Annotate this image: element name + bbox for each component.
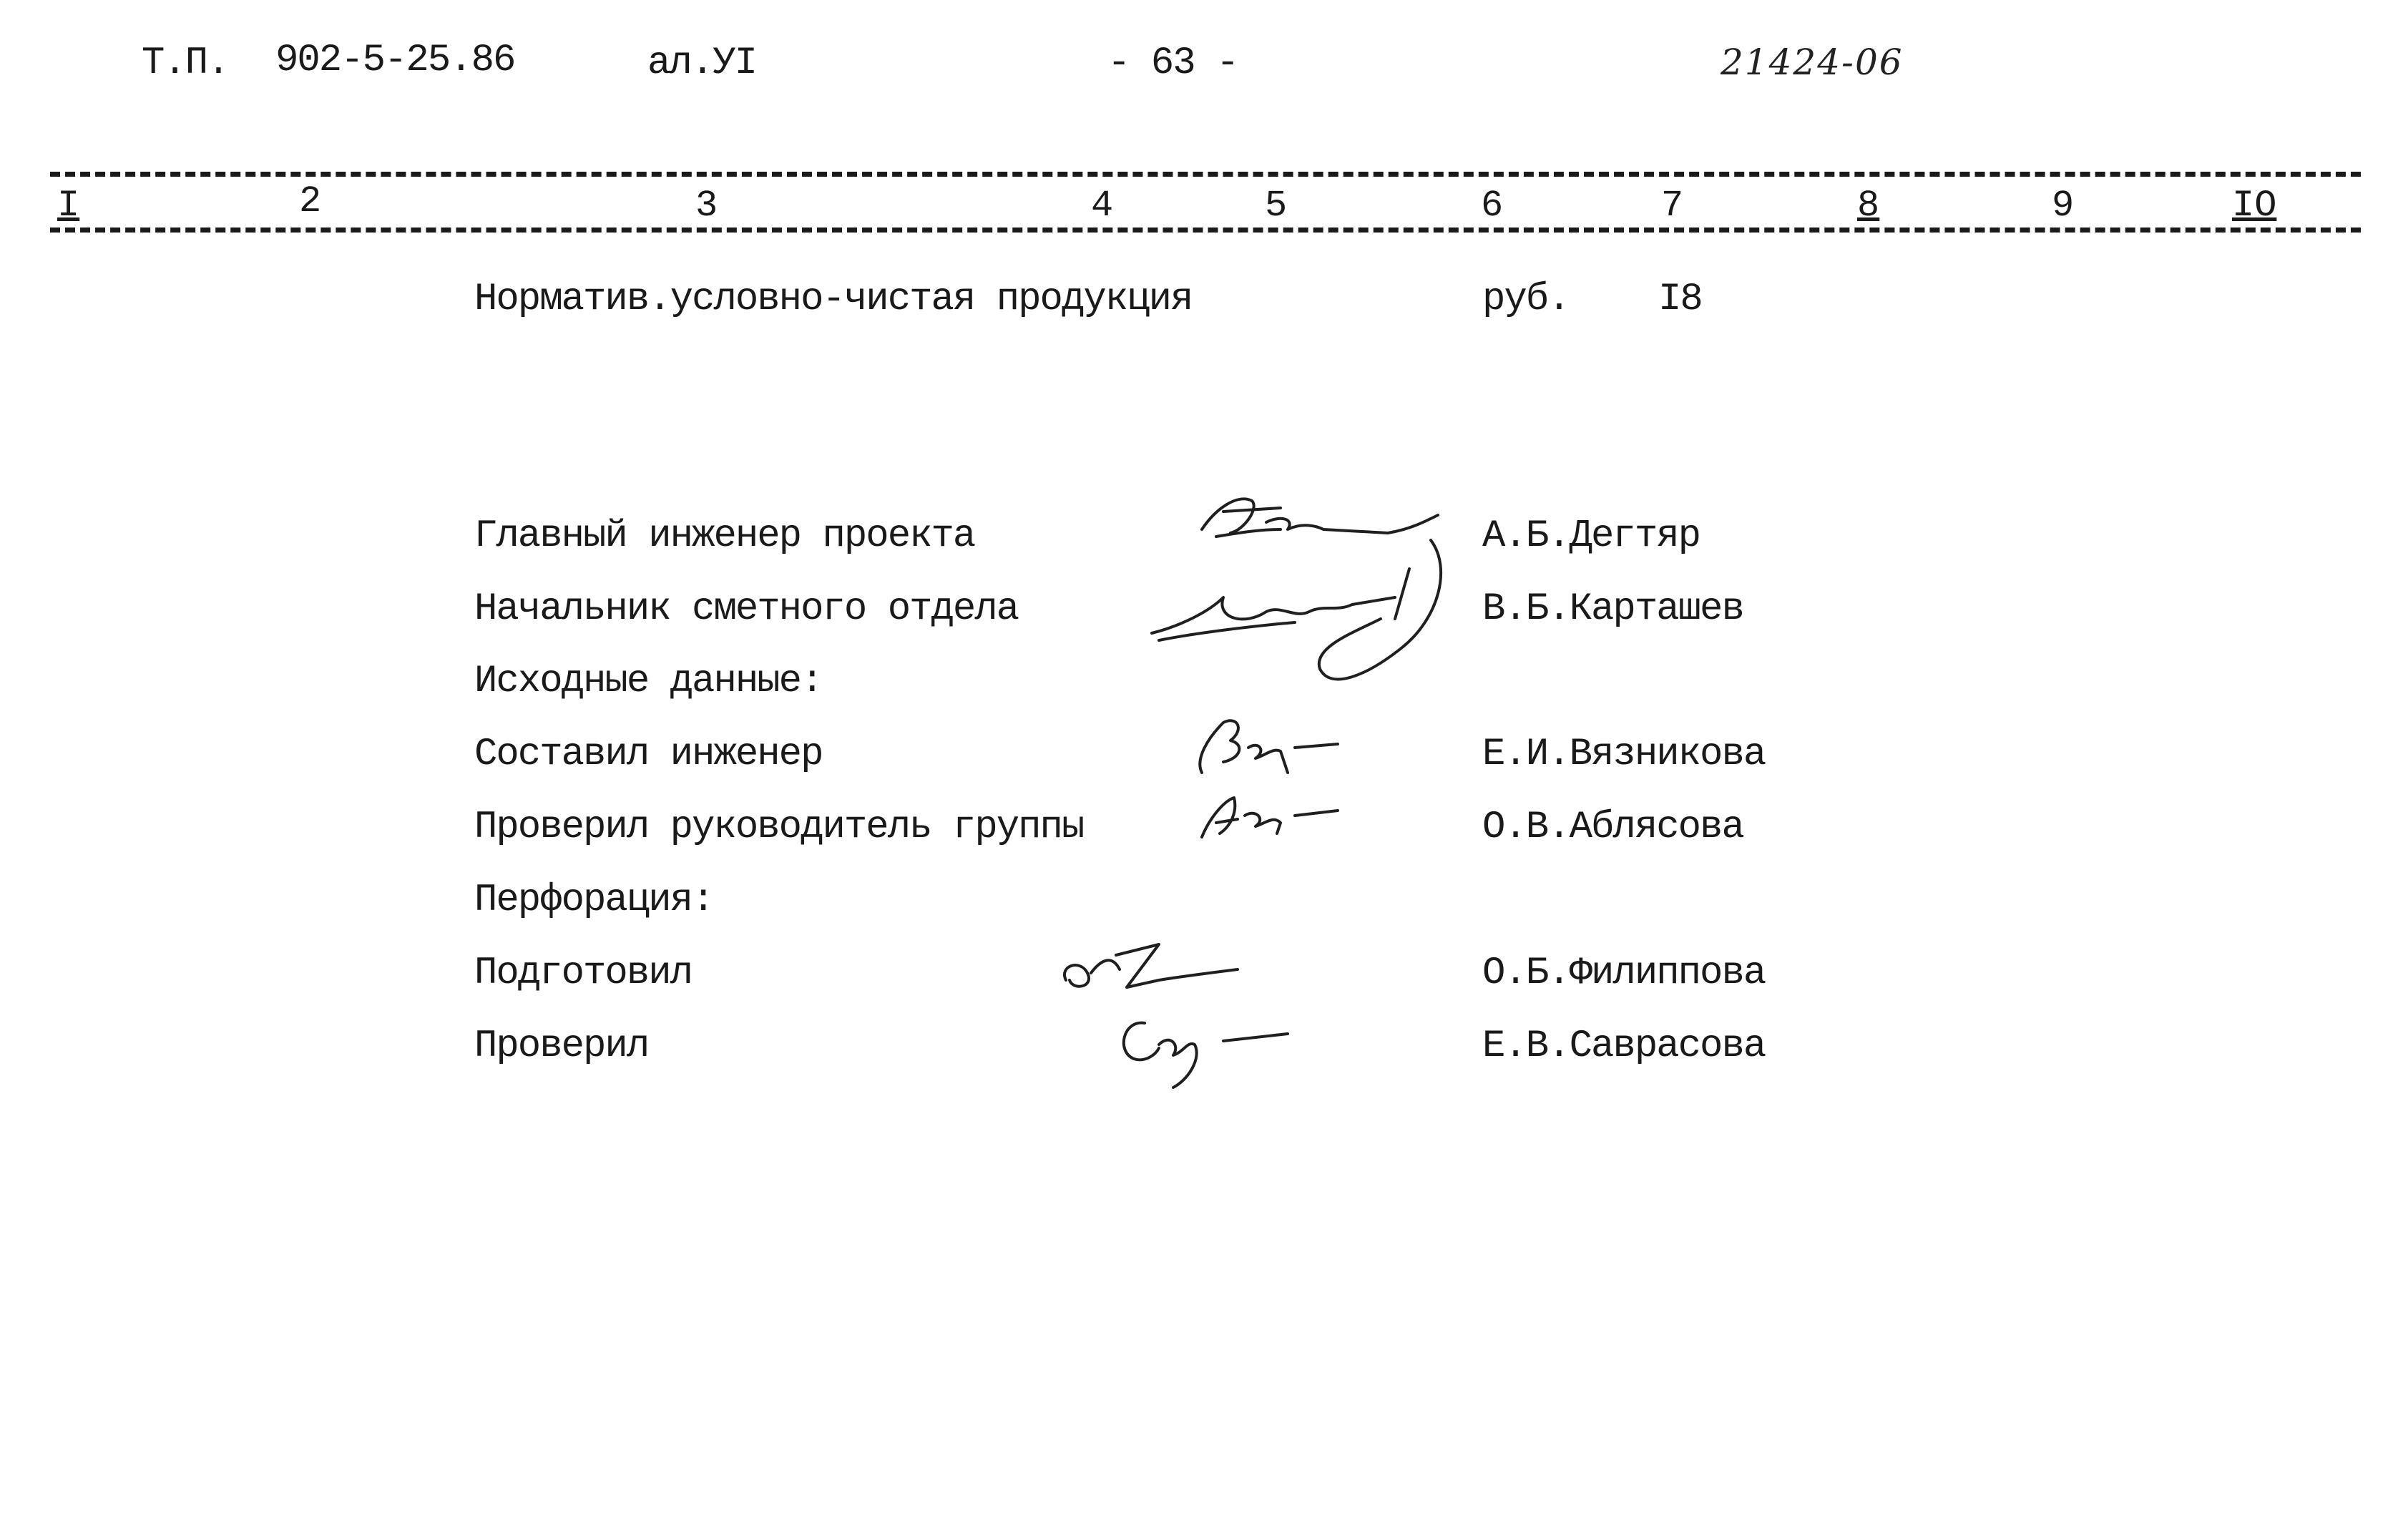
section-heading-source-data: Исходные данные: [474,660,823,703]
column-number-3: 3 [695,185,718,227]
table-bottom-rule [50,228,2361,233]
table-top-rule [50,172,2361,177]
column-number-7: 7 [1661,185,1684,227]
column-number-10: IO [2232,185,2277,227]
column-number-1: I [57,185,80,227]
column-number-9: 9 [2052,185,2075,227]
series-code: Т.П. [142,41,229,85]
signatory-role: Начальник сметного отдела [474,587,1019,631]
signature-group-leader [1188,783,1345,855]
column-number-6: 6 [1481,185,1504,227]
column-number-5: 5 [1265,185,1288,227]
column-number-8: 8 [1857,185,1880,227]
signature-checked [1102,1002,1302,1095]
product-label: Норматив.условно-чистая продукция [474,278,1193,321]
signature-prepared [1052,930,1252,1009]
signature-engineer [1180,708,1352,787]
album-number: ал.УI [647,41,757,85]
signatory-name: О.В.Аблясова [1482,806,1743,849]
signatory-name: В.Б.Карташев [1482,587,1743,631]
project-number: 902-5-25.86 [275,39,515,82]
signatory-role: Проверил [474,1024,649,1068]
signatory-role: Подготовил [474,952,692,995]
signatory-name: О.Б.Филиппова [1482,952,1766,995]
product-value: I8 [1658,278,1702,321]
signatory-name: Е.И.Вязникова [1482,733,1766,776]
column-number-4: 4 [1091,185,1114,227]
signatory-role: Составил инженер [474,733,823,776]
signatory-name: Е.В.Саврасова [1482,1024,1766,1068]
signature-estimate-head [1137,526,1452,690]
signatory-role: Главный инженер проекта [474,514,975,558]
archive-number: 21424-06 [1721,41,1904,83]
product-unit: руб. [1482,278,1570,321]
signatory-name: А.Б.Дегтяр [1482,514,1700,558]
page-number: - 63 - [1107,41,1238,85]
column-number-2: 2 [299,180,322,222]
signatory-role: Проверил руководитель группы [474,806,1084,849]
section-heading-perforation: Перфорация: [474,879,714,922]
